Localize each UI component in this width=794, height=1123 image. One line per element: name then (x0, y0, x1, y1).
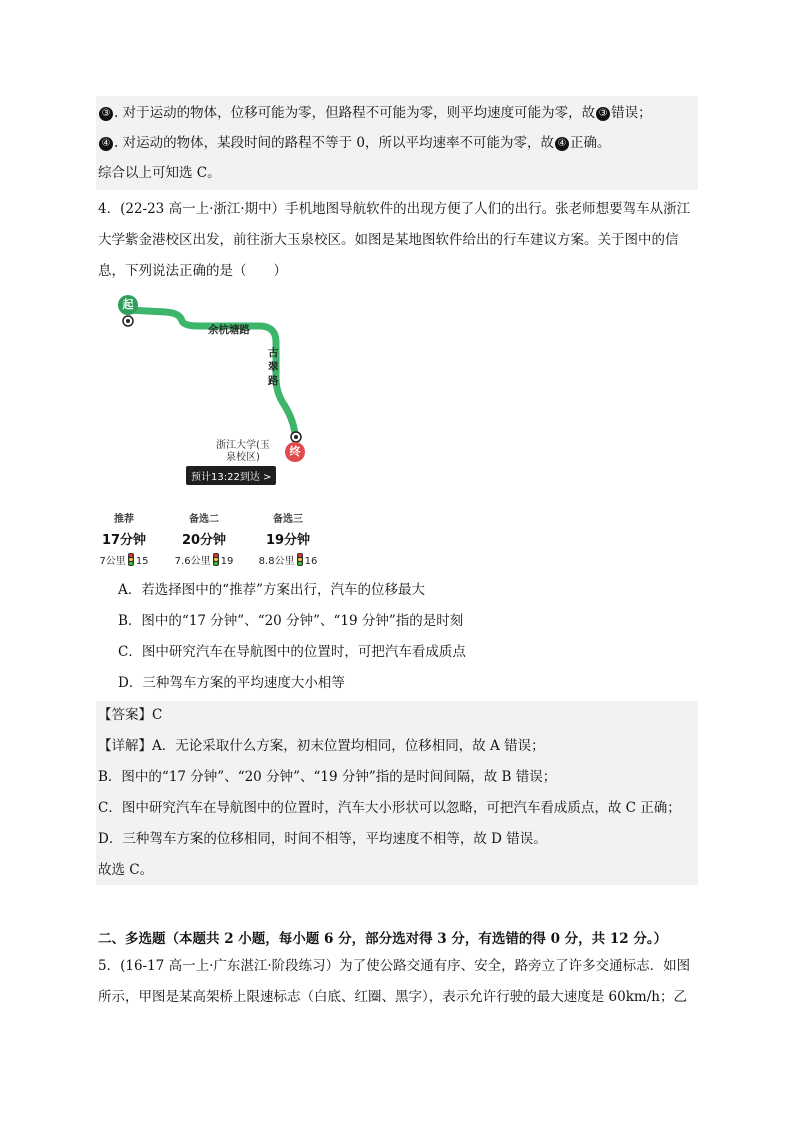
route-plan-alt2 (172, 510, 236, 567)
road-label-char: 古 (268, 347, 279, 359)
question-stem: 息，下列说法正确的是（ ） (98, 263, 287, 279)
detail-line: B．图中的“17 分钟”、“20 分钟”、“19 分钟”指的是时间间隔，故 B 错误； (98, 769, 557, 785)
road-label-char: 翠 (268, 361, 279, 373)
plan-name: 推荐 (114, 514, 134, 525)
plan-duration: 19分钟 (265, 533, 311, 548)
traffic-light-icon (297, 553, 303, 566)
question-stem: 所示，甲图是某高架桥上限速标志（白底、红圈、黑字），表示允许行驶的最大速度是 60km/h；乙 (98, 989, 687, 1005)
plan-meta (92, 552, 156, 567)
road-label-char: 路 (268, 375, 279, 387)
end-marker-label: 终 (289, 445, 301, 458)
plan-name: 备选三 (273, 514, 303, 525)
destination-name: 泉校区) (226, 452, 260, 463)
option-a: A．若选择图中的“推荐”方案出行，汽车的位移最大 (118, 582, 426, 598)
analysis-text: 正确。 (569, 135, 611, 151)
answer-line: 【答案】C (98, 707, 163, 723)
traffic-light-icon (128, 553, 134, 566)
analysis-text: . 对运动的物体，某段时间的路程不等于 0，所以平均速率不可能为零，故 (114, 135, 554, 151)
plan-traffic-lights: 19 (220, 556, 234, 567)
end-marker-icon (285, 442, 305, 462)
traffic-light-icon (213, 553, 219, 566)
section-heading: 二、多选题（本题共 2 小题，每小题 6 分，部分选对得 3 分，有选错的得 0 分，共 12 分。） (98, 931, 668, 947)
detail-line: C．图中研究汽车在导航图中的位置时，汽车大小形状可以忽略，可把汽车看成质点，故 C 正确； (98, 800, 681, 816)
plan-meta (172, 552, 236, 567)
detail-line: D．三种驾车方案的位移相同，时间不相等，平均速度不相等，故 D 错误。 (98, 831, 547, 847)
analysis-text: 错误； (611, 105, 652, 121)
start-marker-label: 起 (122, 298, 134, 311)
answer-block (96, 701, 698, 885)
route-plan-alt3 (256, 510, 320, 567)
analysis-line-4 (98, 133, 610, 153)
plan-duration: 17分钟 (101, 533, 147, 548)
analysis-text: . 对于运动的物体，位移可能为零，但路程不可能为零，则平均速度可能为零，故 (114, 105, 596, 121)
plan-distance: 7公里 (99, 556, 126, 567)
question-stem: 5．(16-17 高一上·广东湛江·阶段练习）为了使公路交通有序、安全，路旁立了许多交通标志．如图 (98, 958, 691, 974)
plan-duration: 20分钟 (181, 533, 227, 548)
circled-number: ③ (596, 107, 610, 121)
question-stem: 大学紫金港校区出发，前往浙大玉泉校区。如图是某地图软件给出的行车建议方案。关于图中的信 (98, 232, 679, 248)
question-stem: 4．(22-23 高一上·浙江·期中）手机地图导航软件的出现方便了人们的出行。张老师想要驾车从浙江 (98, 201, 691, 217)
plan-distance: 8.8公里 (258, 556, 295, 567)
analysis-summary: 综合以上可知选 C。 (98, 165, 221, 181)
plan-meta (256, 552, 320, 567)
option-c: C．图中研究汽车在导航图中的位置时，可把汽车看成质点 (118, 644, 466, 660)
option-d: D．三种驾车方案的平均速度大小相等 (118, 675, 345, 691)
detail-line: 故选 C。 (98, 862, 154, 878)
circled-number: ④ (555, 137, 569, 151)
start-marker-icon (118, 295, 138, 315)
detail-line: 【详解】A．无论采取什么方案，初末位置均相同，位移相同，故 A 错误； (98, 738, 545, 754)
eta-badge: 预计13:22到达 > (186, 466, 276, 485)
plan-distance: 7.6公里 (174, 556, 211, 567)
option-b: B．图中的“17 分钟”、“20 分钟”、“19 分钟”指的是时刻 (118, 613, 464, 629)
destination-label (216, 440, 270, 464)
analysis-line-3 (98, 103, 652, 123)
plan-name: 备选二 (189, 514, 219, 525)
navigation-map-figure (96, 288, 346, 566)
road-label-yuhang: 余杭塘路 (208, 324, 250, 336)
circled-number: ③ (99, 107, 113, 121)
route-plan-recommended (92, 510, 156, 567)
plan-traffic-lights: 15 (135, 556, 149, 567)
destination-name: 浙江大学(玉 (216, 440, 270, 451)
road-label-gucui (268, 346, 280, 388)
circled-number: ④ (99, 137, 113, 151)
plan-traffic-lights: 16 (304, 556, 318, 567)
